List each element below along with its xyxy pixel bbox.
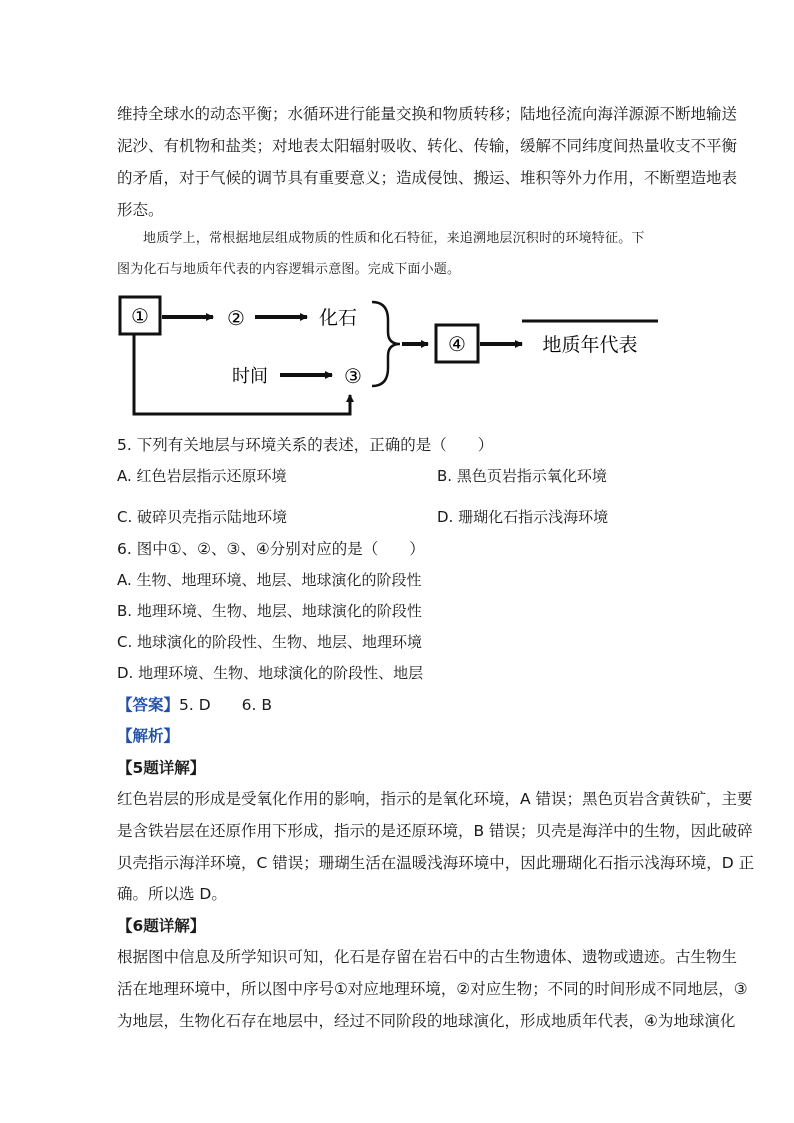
q5-detail-line-2: 是含铁岩层在还原作用下形成，指示的是还原环境，B 错误；贝壳是海洋中的生物，因此破碎 [117, 822, 753, 840]
q6-stem: 6. 图中①、②、③、④分别对应的是（ ） [117, 540, 425, 558]
q5-option-c: C. 破碎贝壳指示陆地环境 [117, 508, 288, 526]
q5-option-d: D. 珊瑚化石指示浅海环境 [437, 508, 609, 526]
q6-detail-label: 【6题详解】 [117, 917, 206, 935]
q6-option-c: C. 地球演化的阶段性、生物、地层、地理环境 [117, 633, 423, 651]
box-4-label: ④ [448, 332, 466, 356]
fossil-geologic-timescale-diagram [110, 290, 670, 425]
analysis-label: 【解析】 [117, 727, 180, 745]
box-1-label: ① [131, 304, 149, 328]
answer-text: 5. D 6. B [179, 696, 273, 714]
node-3-label: ③ [344, 364, 362, 388]
fossil-label: 化石 [318, 307, 358, 329]
stem-line-1: 地质学上，常根据地层组成物质的性质和化石特征，来追溯地层沉积时的环境特征。下 [143, 231, 645, 246]
node-2-label: ② [227, 306, 245, 330]
q6-option-b: B. 地理环境、生物、地层、地球演化的阶段性 [117, 602, 422, 620]
q5-stem: 5. 下列有关地层与环境关系的表述，正确的是（ ） [117, 436, 494, 454]
answer-line [117, 695, 272, 715]
stem-line-2: 图为化石与地质年代表的内容逻辑示意图。完成下面小题。 [117, 262, 461, 277]
q6-detail-line-3: 为地层，生物化石存在地层中，经过不同阶段的地球演化，形成地质年代表，④为地球演化 [117, 1012, 736, 1030]
intro-line-3: 的矛盾，对于气候的调节具有重要意义；造成侵蚀、搬运、堆积等外力作用，不断塑造地表 [117, 169, 738, 187]
q6-detail-line-1: 根据图中信息及所学知识可知，化石是存留在岩石中的古生物遗体、遗物或遗迹。古生物生 [117, 948, 738, 966]
q5-detail-line-1: 红色岩层的形成是受氧化作用的影响，指示的是氧化环境，A 错误；黑色页岩含黄铁矿，主要 [117, 790, 753, 808]
answer-label: 【答案】 [117, 696, 180, 714]
intro-line-1: 维持全球水的动态平衡；水循环进行能量交换和物质转移；陆地径流向海洋源源不断地输送 [117, 105, 738, 123]
result-label: 地质年代表 [542, 334, 638, 356]
q5-option-b: B. 黑色页岩指示氧化环境 [437, 467, 607, 485]
time-label: 时间 [232, 366, 268, 387]
q5-detail-label: 【5题详解】 [117, 759, 206, 777]
q5-option-a: A. 红色岩层指示还原环境 [117, 467, 287, 485]
intro-line-4: 形态。 [117, 201, 164, 219]
brace [372, 302, 400, 386]
q6-detail-line-2: 活在地理环境中，所以图中序号①对应地理环境，②对应生物；不同的时间形成不同地层，③ [117, 980, 748, 998]
q5-detail-line-4: 确。所以选 D。 [117, 885, 227, 903]
q6-option-a: A. 生物、地理环境、地层、地球演化的阶段性 [117, 571, 422, 589]
q6-option-d: D. 地理环境、生物、地球演化的阶段性、地层 [117, 664, 424, 682]
q5-detail-line-3: 贝壳指示海洋环境，C 错误；珊瑚生活在温暖浅海环境中，因此珊瑚化石指示浅海环境，D 正 [117, 854, 755, 872]
intro-line-2: 泥沙、有机物和盐类；对地表太阳辐射吸收、转化、传输，缓解不同纬度间热量收支不平衡 [117, 137, 738, 155]
